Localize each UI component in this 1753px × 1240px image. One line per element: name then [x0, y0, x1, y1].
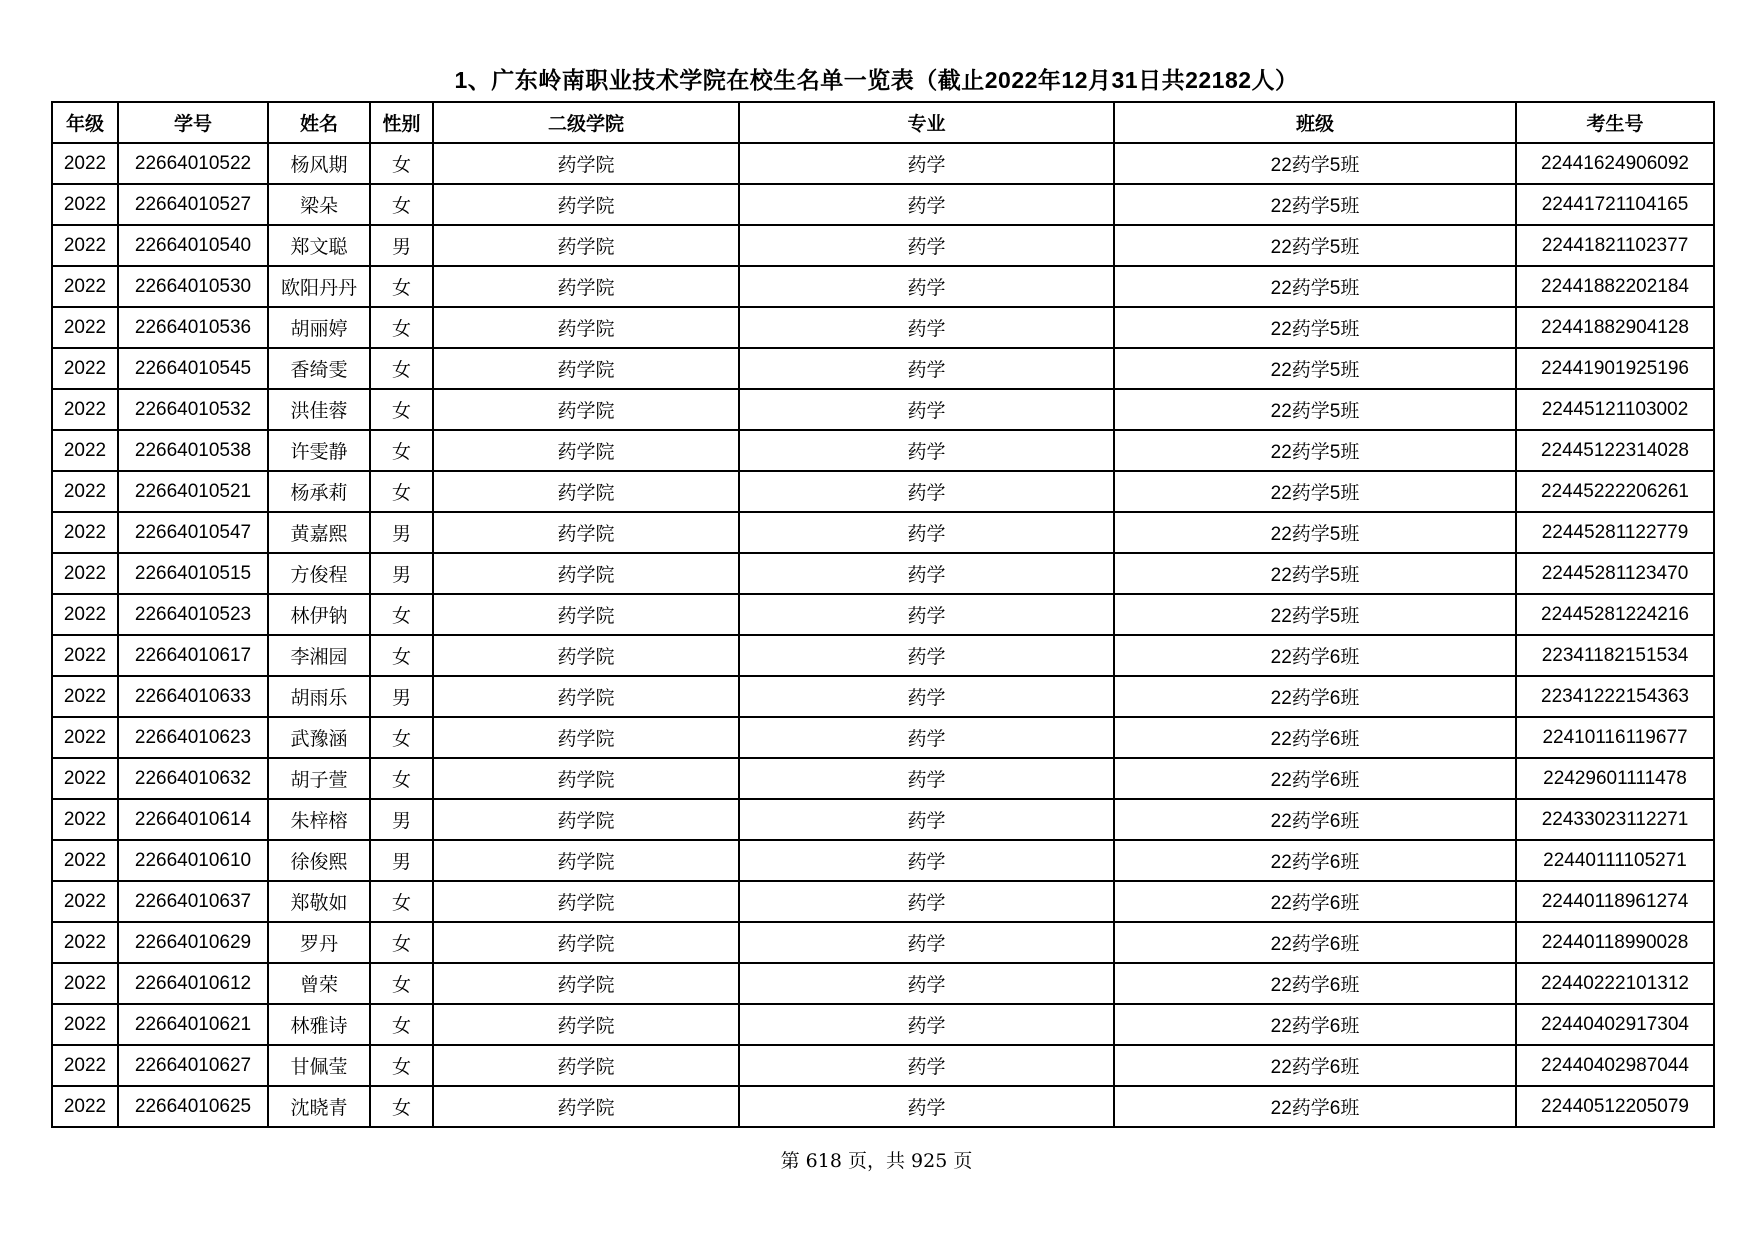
- cell-name: 郑敬如: [268, 881, 370, 922]
- cell-college: 药学院: [433, 266, 739, 307]
- cell-major: 药学: [739, 1086, 1114, 1127]
- cell-college: 药学院: [433, 717, 739, 758]
- table-row: [52, 717, 1714, 758]
- cell-major: 药学: [739, 963, 1114, 1004]
- cell-major: 药学: [739, 512, 1114, 553]
- cell-student-id: 22664010530: [118, 266, 268, 307]
- cell-college: 药学院: [433, 758, 739, 799]
- cell-name: 林伊钠: [268, 594, 370, 635]
- cell-name: 徐俊熙: [268, 840, 370, 881]
- cell-name: 洪佳蓉: [268, 389, 370, 430]
- cell-major: 药学: [739, 471, 1114, 512]
- cell-major: 药学: [739, 184, 1114, 225]
- cell-major: 药学: [739, 676, 1114, 717]
- header-college: 二级学院: [433, 102, 739, 143]
- cell-major: 药学: [739, 389, 1114, 430]
- cell-name: 甘佩莹: [268, 1045, 370, 1086]
- header-name: 姓名: [268, 102, 370, 143]
- cell-name: 香绮雯: [268, 348, 370, 389]
- cell-grade: 2022: [52, 1086, 118, 1127]
- cell-student-id: 22664010614: [118, 799, 268, 840]
- cell-name: 方俊程: [268, 553, 370, 594]
- cell-class: 22药学6班: [1114, 881, 1516, 922]
- cell-class: 22药学6班: [1114, 1004, 1516, 1045]
- cell-gender: 女: [370, 307, 433, 348]
- cell-exam-number: 22440512205079: [1516, 1086, 1714, 1127]
- cell-name: 林雅诗: [268, 1004, 370, 1045]
- cell-student-id: 22664010627: [118, 1045, 268, 1086]
- cell-gender: 男: [370, 840, 433, 881]
- cell-grade: 2022: [52, 840, 118, 881]
- cell-exam-number: 22441882904128: [1516, 307, 1714, 348]
- table-row: [52, 799, 1714, 840]
- cell-exam-number: 22433023112271: [1516, 799, 1714, 840]
- table-row: [52, 225, 1714, 266]
- cell-gender: 女: [370, 881, 433, 922]
- cell-student-id: 22664010623: [118, 717, 268, 758]
- cell-grade: 2022: [52, 1045, 118, 1086]
- cell-gender: 女: [370, 266, 433, 307]
- table-row: [52, 512, 1714, 553]
- table-row: [52, 471, 1714, 512]
- header-exam-number: 考生号: [1516, 102, 1714, 143]
- cell-college: 药学院: [433, 1004, 739, 1045]
- cell-name: 朱梓榕: [268, 799, 370, 840]
- cell-gender: 男: [370, 676, 433, 717]
- cell-grade: 2022: [52, 635, 118, 676]
- table-header-row: [52, 102, 1714, 143]
- cell-gender: 女: [370, 184, 433, 225]
- cell-college: 药学院: [433, 430, 739, 471]
- cell-gender: 女: [370, 922, 433, 963]
- cell-grade: 2022: [52, 430, 118, 471]
- table-row: [52, 348, 1714, 389]
- header-class: 班级: [1114, 102, 1516, 143]
- cell-major: 药学: [739, 799, 1114, 840]
- cell-student-id: 22664010545: [118, 348, 268, 389]
- cell-student-id: 22664010633: [118, 676, 268, 717]
- cell-college: 药学院: [433, 881, 739, 922]
- table-row: [52, 389, 1714, 430]
- cell-major: 药学: [739, 266, 1114, 307]
- cell-college: 药学院: [433, 1086, 739, 1127]
- cell-grade: 2022: [52, 717, 118, 758]
- cell-exam-number: 22445281123470: [1516, 553, 1714, 594]
- cell-major: 药学: [739, 840, 1114, 881]
- cell-gender: 女: [370, 1004, 433, 1045]
- cell-grade: 2022: [52, 594, 118, 635]
- table-row: [52, 1004, 1714, 1045]
- table-row: [52, 553, 1714, 594]
- cell-class: 22药学5班: [1114, 553, 1516, 594]
- cell-gender: 男: [370, 225, 433, 266]
- cell-class: 22药学6班: [1114, 635, 1516, 676]
- cell-gender: 女: [370, 717, 433, 758]
- cell-student-id: 22664010612: [118, 963, 268, 1004]
- cell-major: 药学: [739, 307, 1114, 348]
- cell-college: 药学院: [433, 594, 739, 635]
- cell-student-id: 22664010527: [118, 184, 268, 225]
- table-row: [52, 594, 1714, 635]
- cell-major: 药学: [739, 594, 1114, 635]
- cell-gender: 女: [370, 1045, 433, 1086]
- page-number: 第 618 页，共 925 页: [780, 1150, 973, 1172]
- table-row: [52, 922, 1714, 963]
- table-row: [52, 430, 1714, 471]
- cell-class: 22药学6班: [1114, 676, 1516, 717]
- cell-gender: 女: [370, 471, 433, 512]
- cell-gender: 女: [370, 430, 433, 471]
- cell-grade: 2022: [52, 758, 118, 799]
- cell-exam-number: 22410116119677: [1516, 717, 1714, 758]
- cell-major: 药学: [739, 143, 1114, 184]
- cell-college: 药学院: [433, 553, 739, 594]
- student-roster-table: [51, 101, 1715, 1128]
- cell-exam-number: 22440222101312: [1516, 963, 1714, 1004]
- cell-class: 22药学5班: [1114, 184, 1516, 225]
- cell-class: 22药学6班: [1114, 963, 1516, 1004]
- cell-name: 梁朵: [268, 184, 370, 225]
- cell-exam-number: 22341182151534: [1516, 635, 1714, 676]
- cell-grade: 2022: [52, 553, 118, 594]
- table-body: [52, 143, 1714, 1127]
- cell-grade: 2022: [52, 389, 118, 430]
- cell-name: 曾荣: [268, 963, 370, 1004]
- cell-college: 药学院: [433, 799, 739, 840]
- cell-college: 药学院: [433, 143, 739, 184]
- cell-exam-number: 22445122314028: [1516, 430, 1714, 471]
- table-row: [52, 635, 1714, 676]
- cell-gender: 女: [370, 1086, 433, 1127]
- cell-student-id: 22664010536: [118, 307, 268, 348]
- cell-grade: 2022: [52, 676, 118, 717]
- cell-class: 22药学5班: [1114, 225, 1516, 266]
- cell-class: 22药学5班: [1114, 266, 1516, 307]
- cell-class: 22药学6班: [1114, 758, 1516, 799]
- cell-name: 许雯静: [268, 430, 370, 471]
- cell-grade: 2022: [52, 307, 118, 348]
- cell-class: 22药学6班: [1114, 1045, 1516, 1086]
- cell-college: 药学院: [433, 184, 739, 225]
- cell-major: 药学: [739, 1004, 1114, 1045]
- cell-college: 药学院: [433, 922, 739, 963]
- cell-name: 欧阳丹丹: [268, 266, 370, 307]
- cell-student-id: 22664010540: [118, 225, 268, 266]
- cell-gender: 女: [370, 963, 433, 1004]
- table-row: [52, 143, 1714, 184]
- cell-major: 药学: [739, 430, 1114, 471]
- cell-college: 药学院: [433, 225, 739, 266]
- cell-college: 药学院: [433, 1045, 739, 1086]
- cell-gender: 女: [370, 635, 433, 676]
- cell-major: 药学: [739, 1045, 1114, 1086]
- table-row: [52, 758, 1714, 799]
- cell-class: 22药学5班: [1114, 143, 1516, 184]
- cell-exam-number: 22441721104165: [1516, 184, 1714, 225]
- cell-grade: 2022: [52, 512, 118, 553]
- cell-grade: 2022: [52, 963, 118, 1004]
- cell-student-id: 22664010515: [118, 553, 268, 594]
- table-row: [52, 1045, 1714, 1086]
- cell-gender: 女: [370, 143, 433, 184]
- cell-exam-number: 22441821102377: [1516, 225, 1714, 266]
- cell-student-id: 22664010538: [118, 430, 268, 471]
- cell-class: 22药学6班: [1114, 922, 1516, 963]
- cell-exam-number: 22445281122779: [1516, 512, 1714, 553]
- cell-grade: 2022: [52, 348, 118, 389]
- cell-exam-number: 22445121103002: [1516, 389, 1714, 430]
- cell-class: 22药学6班: [1114, 799, 1516, 840]
- table-row: [52, 184, 1714, 225]
- cell-class: 22药学6班: [1114, 717, 1516, 758]
- cell-student-id: 22664010532: [118, 389, 268, 430]
- cell-name: 郑文聪: [268, 225, 370, 266]
- cell-exam-number: 22440118961274: [1516, 881, 1714, 922]
- cell-student-id: 22664010521: [118, 471, 268, 512]
- cell-student-id: 22664010617: [118, 635, 268, 676]
- cell-class: 22药学6班: [1114, 1086, 1516, 1127]
- cell-class: 22药学5班: [1114, 512, 1516, 553]
- page-title: 1、广东岭南职业技术学院在校生名单一览表（截止2022年12月31日共22182人）: [454, 67, 1299, 93]
- cell-gender: 女: [370, 758, 433, 799]
- header-major: 专业: [739, 102, 1114, 143]
- cell-college: 药学院: [433, 676, 739, 717]
- cell-college: 药学院: [433, 963, 739, 1004]
- cell-name: 胡雨乐: [268, 676, 370, 717]
- cell-name: 胡子萱: [268, 758, 370, 799]
- cell-grade: 2022: [52, 266, 118, 307]
- cell-major: 药学: [739, 635, 1114, 676]
- cell-grade: 2022: [52, 143, 118, 184]
- cell-name: 黄嘉熙: [268, 512, 370, 553]
- cell-student-id: 22664010621: [118, 1004, 268, 1045]
- cell-gender: 女: [370, 348, 433, 389]
- cell-college: 药学院: [433, 471, 739, 512]
- cell-student-id: 22664010547: [118, 512, 268, 553]
- cell-college: 药学院: [433, 389, 739, 430]
- cell-major: 药学: [739, 881, 1114, 922]
- cell-class: 22药学5班: [1114, 430, 1516, 471]
- cell-major: 药学: [739, 225, 1114, 266]
- cell-major: 药学: [739, 758, 1114, 799]
- cell-exam-number: 22445281224216: [1516, 594, 1714, 635]
- cell-name: 沈晓青: [268, 1086, 370, 1127]
- cell-class: 22药学5班: [1114, 594, 1516, 635]
- cell-college: 药学院: [433, 840, 739, 881]
- cell-gender: 男: [370, 799, 433, 840]
- cell-exam-number: 22440118990028: [1516, 922, 1714, 963]
- cell-gender: 女: [370, 389, 433, 430]
- cell-exam-number: 22440402917304: [1516, 1004, 1714, 1045]
- cell-class: 22药学5班: [1114, 348, 1516, 389]
- cell-grade: 2022: [52, 799, 118, 840]
- cell-major: 药学: [739, 348, 1114, 389]
- cell-grade: 2022: [52, 1004, 118, 1045]
- cell-student-id: 22664010610: [118, 840, 268, 881]
- cell-student-id: 22664010637: [118, 881, 268, 922]
- header-gender: 性别: [370, 102, 433, 143]
- table-row: [52, 881, 1714, 922]
- table-row: [52, 676, 1714, 717]
- cell-gender: 男: [370, 553, 433, 594]
- cell-major: 药学: [739, 717, 1114, 758]
- cell-exam-number: 22441624906092: [1516, 143, 1714, 184]
- cell-class: 22药学5班: [1114, 471, 1516, 512]
- cell-class: 22药学5班: [1114, 389, 1516, 430]
- cell-class: 22药学5班: [1114, 307, 1516, 348]
- cell-name: 罗丹: [268, 922, 370, 963]
- cell-name: 武豫涵: [268, 717, 370, 758]
- cell-gender: 女: [370, 594, 433, 635]
- header-student-id: 学号: [118, 102, 268, 143]
- header-grade: 年级: [52, 102, 118, 143]
- cell-student-id: 22664010523: [118, 594, 268, 635]
- table-row: [52, 840, 1714, 881]
- cell-grade: 2022: [52, 471, 118, 512]
- cell-exam-number: 22440402987044: [1516, 1045, 1714, 1086]
- cell-student-id: 22664010625: [118, 1086, 268, 1127]
- cell-class: 22药学6班: [1114, 840, 1516, 881]
- cell-exam-number: 22440111105271: [1516, 840, 1714, 881]
- cell-name: 杨承莉: [268, 471, 370, 512]
- cell-college: 药学院: [433, 348, 739, 389]
- cell-student-id: 22664010629: [118, 922, 268, 963]
- cell-name: 李湘园: [268, 635, 370, 676]
- cell-college: 药学院: [433, 307, 739, 348]
- cell-name: 杨风期: [268, 143, 370, 184]
- cell-name: 胡丽婷: [268, 307, 370, 348]
- cell-student-id: 22664010522: [118, 143, 268, 184]
- table-row: [52, 963, 1714, 1004]
- cell-exam-number: 22341222154363: [1516, 676, 1714, 717]
- cell-student-id: 22664010632: [118, 758, 268, 799]
- cell-major: 药学: [739, 922, 1114, 963]
- cell-exam-number: 22441882202184: [1516, 266, 1714, 307]
- cell-college: 药学院: [433, 635, 739, 676]
- table-row: [52, 307, 1714, 348]
- cell-grade: 2022: [52, 184, 118, 225]
- cell-major: 药学: [739, 553, 1114, 594]
- cell-gender: 男: [370, 512, 433, 553]
- cell-grade: 2022: [52, 881, 118, 922]
- cell-grade: 2022: [52, 922, 118, 963]
- cell-college: 药学院: [433, 512, 739, 553]
- cell-grade: 2022: [52, 225, 118, 266]
- cell-exam-number: 22429601111478: [1516, 758, 1714, 799]
- table-row: [52, 266, 1714, 307]
- cell-exam-number: 22445222206261: [1516, 471, 1714, 512]
- table-row: [52, 1086, 1714, 1127]
- cell-exam-number: 22441901925196: [1516, 348, 1714, 389]
